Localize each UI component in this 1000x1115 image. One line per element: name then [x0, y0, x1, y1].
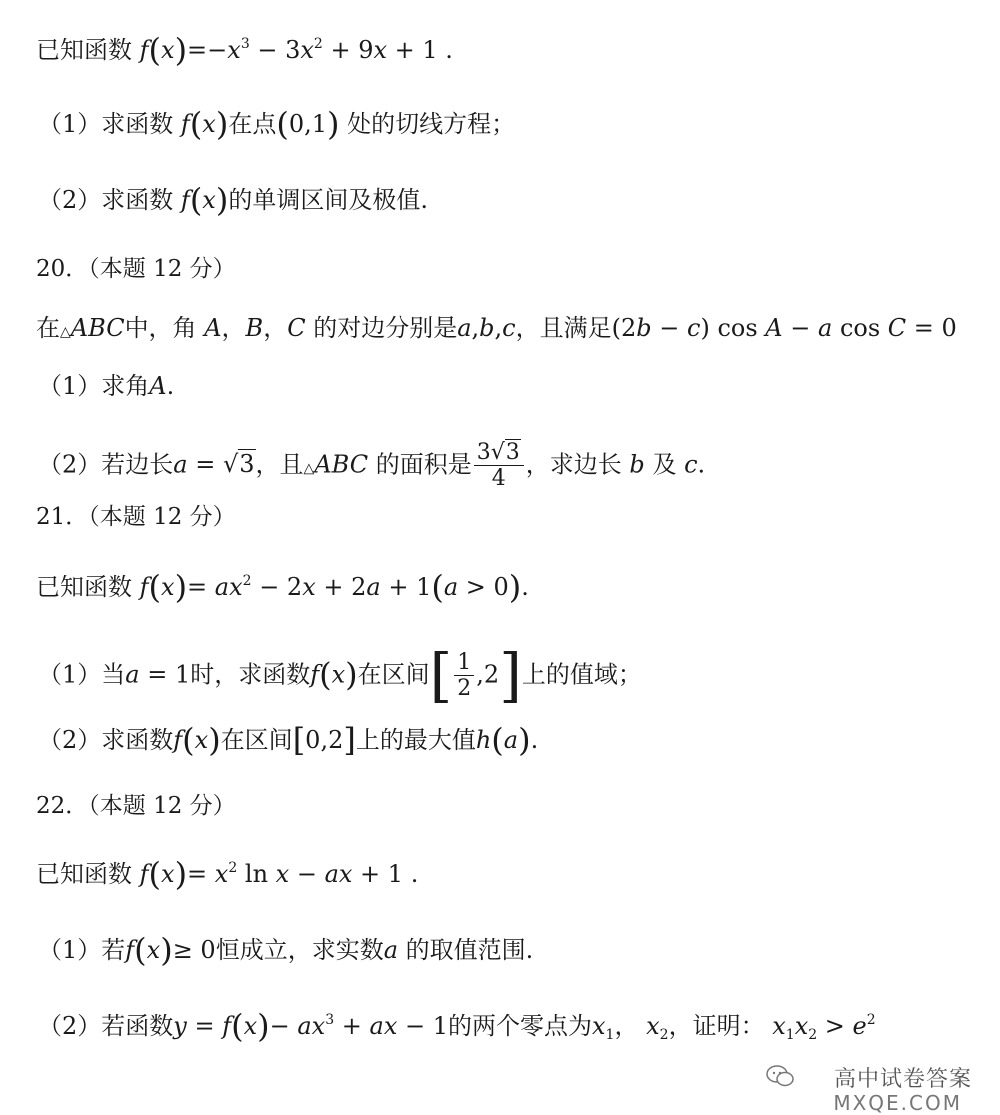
q21-part1: （1）当a = 1时，求函数f(x)在区间[ $\frac{1}{2}$ ,2]上的值域；: [38, 641, 642, 710]
q19-part2: （2）求函数 f(x)的单调区间及极值.: [38, 181, 428, 219]
q20-stem: 在△ABC中，角 A，B，C 的对边分别是a,b,c，且满足(2b − c) cos A − a cos C = 0: [36, 314, 957, 342]
q20-part1: （1）求角A.: [38, 372, 175, 400]
q21-part2: （2）求函数f(x)在区间[0,2]上的最大值h(a).: [38, 721, 539, 759]
area-fraction: $\frac{3√3}{4}$: [474, 440, 524, 492]
q22-part2: （2）若函数$y = f(x)- ax^3$ + ax − 1的两个零点为$x_1$， $x_2$，证明： $x_1x_2 > e^2$: [38, 1007, 876, 1045]
wechat-icon: [766, 1065, 794, 1087]
q19-stem: 已知函数 $f(x)=-x^3 - 3x^2 + 9x + 1$ .: [36, 31, 453, 69]
q22-part1: （1）若f(x)≥ 0恒成立，求实数a 的取值范围.: [38, 931, 534, 969]
q20-part2: （2）若边长a = √3，且△ABC 的面积是 $\frac{3√3}{4}$ ，求边长 b 及 c.: [38, 440, 706, 492]
q20-heading: 20．（本题 12 分）: [36, 256, 236, 282]
q21-heading: 21．（本题 12 分）: [36, 504, 236, 530]
watermark-site: MXQE.COM: [833, 1091, 962, 1115]
q19-part1: （1）求函数 f(x)在点(0,1) 处的切线方程；: [38, 105, 516, 143]
q21-stem: 已知函数 $f(x)= ax^2 - 2x + 2a + 1(a > 0)$.: [36, 568, 529, 606]
q22-stem: 已知函数 $f(x)= x^2$ ln x − ax + 1 .: [36, 855, 419, 893]
watermark-title: 高中试卷答案: [833, 1067, 972, 1092]
q22-heading: 22．（本题 12 分）: [36, 793, 236, 819]
